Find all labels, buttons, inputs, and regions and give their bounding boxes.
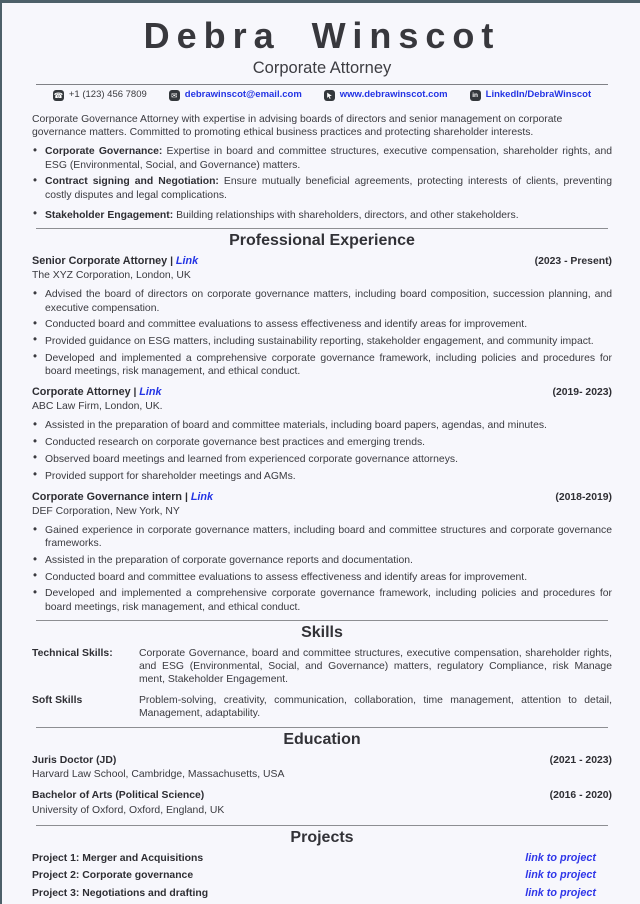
experience-section: [32, 255, 612, 614]
education-dates: (2016 - 2020): [549, 790, 612, 802]
job-entry-senior-corporate-attorney: [32, 255, 612, 378]
header-divider: [36, 84, 608, 85]
job-bullet: • Gained experience in corporate governance matters, including board and committee structures and corporate governance frameworks.: [32, 524, 612, 550]
job-title-line: [32, 255, 198, 268]
job-bullet: • Conducted board and committee evaluations to assess effectiveness and identify areas for improvement.: [32, 318, 612, 331]
job-bullet: • Provided support for shareholder meetings and AGMs.: [32, 470, 612, 483]
job-title: Senior Corporate Attorney: [32, 254, 168, 267]
job-bullets: [32, 524, 612, 614]
section-divider: [36, 825, 608, 826]
summary-section: [32, 113, 612, 222]
skills-label: Soft Skills: [32, 694, 83, 706]
email-link[interactable]: debrawinscot@email.com: [184, 89, 302, 100]
project-link[interactable]: link to project: [525, 851, 596, 864]
job-title: Corporate Governance intern: [32, 490, 185, 503]
summary-bullet-lead: Contract signing and Negotiation:: [45, 176, 219, 188]
project-label: Project 2: Corporate governance: [32, 870, 194, 882]
job-link[interactable]: Link: [175, 254, 199, 267]
job-bullet: • Provided guidance on ESG matters, including sustainability reporting, stakeholder engagement, and community impact.: [32, 335, 612, 348]
education-head: [32, 789, 612, 802]
job-title: Corporate Attorney: [32, 386, 131, 399]
skills-heading: Skills: [301, 623, 343, 641]
summary-bullet-text: Building relationships with shareholders, directors, and other stakeholders.: [176, 209, 519, 221]
summary-bullet-lead: Corporate Governance:: [45, 146, 163, 158]
degree-name: Juris Doctor (JD): [32, 754, 117, 766]
project-label: Project 3: Negotiations and drafting: [32, 888, 209, 900]
summary-bullet: [32, 175, 612, 201]
candidate-title: Corporate Attorney: [252, 59, 392, 77]
contact-bar: [32, 89, 612, 101]
title-link-separator: |: [170, 255, 173, 267]
linkedin-icon: in: [470, 90, 481, 101]
project-row: [32, 869, 612, 882]
skills-row-technical: [32, 647, 612, 687]
education-school: Harvard Law School, Cambridge, Massachusetts, USA: [32, 769, 285, 781]
job-entry-corporate-governance-intern: [32, 491, 612, 614]
project-link[interactable]: link to project: [525, 869, 596, 882]
job-bullet: • Observed board meetings and learned from experienced corporate governance attorneys.: [32, 453, 612, 466]
section-divider: [36, 620, 608, 621]
contact-linkedin: [470, 89, 591, 101]
skills-label: Technical Skills:: [32, 647, 113, 659]
summary-bullet: [32, 209, 612, 222]
project-row: [32, 887, 612, 900]
job-bullet: • Developed and implemented a comprehensive corporate governance framework, including policies and procedures for board meetings, risk management, and ethical conduct.: [32, 587, 612, 613]
job-company: DEF Corporation, New York, NY: [32, 505, 180, 517]
summary-bullets: [32, 145, 612, 222]
job-bullet: • Advised the board of directors on corporate governance matters, including board composition, succession planning, and executive compensation.: [32, 288, 612, 314]
cursor-icon: [324, 90, 335, 101]
project-row: [32, 852, 612, 865]
skills-text: Problem-solving, creativity, communication, collaboration, time management, attention to detail, Management, adaptability.: [139, 694, 612, 719]
phone-number: +1 (123) 456 7809: [68, 89, 147, 100]
job-dates: (2019- 2023): [552, 387, 612, 399]
education-school: University of Oxford, Oxford, England, UK: [32, 804, 225, 816]
summary-bullet-lead: Stakeholder Engagement:: [45, 209, 174, 221]
job-dates: (2018-2019): [555, 491, 612, 503]
skills-row-soft: [32, 694, 612, 720]
job-company: The XYZ Corporation, London, UK: [32, 270, 191, 282]
experience-heading: Professional Experience: [229, 231, 415, 249]
contact-email: [169, 89, 302, 101]
job-bullets: [32, 419, 612, 482]
linkedin-link[interactable]: LinkedIn/DebraWinscot: [485, 89, 592, 100]
job-bullet: • Conducted board and committee evaluations to assess effectiveness and identify areas for improvement.: [32, 571, 612, 584]
job-link[interactable]: Link: [190, 490, 214, 503]
education-entry-jd: [32, 754, 612, 781]
section-divider: [36, 228, 608, 229]
skills-text: Corporate Governance, board and committee structures, executive compensation, shareholder rights, and ESG (Environmental, Social, and Governance) matters, regulatory Compliance, risk Manage ment, Stakeholder Engagement.: [139, 647, 612, 686]
job-bullet: • Developed and implemented a comprehensive corporate governance framework, including policies and procedures for board meetings, risk management, and ethical conduct.: [32, 352, 612, 378]
section-divider: [36, 727, 608, 728]
title-link-separator: |: [133, 387, 137, 399]
summary-bullet-text: Ensure mutually beneficial agreements, protecting interests of clients, preventing costly disputes and legal complications.: [45, 176, 612, 201]
project-label: Project 1: Merger and Acquisitions: [32, 852, 204, 864]
job-title-line: [32, 386, 162, 399]
projects-section: [32, 852, 612, 901]
title-link-separator: |: [185, 491, 188, 503]
summary-bullet: [32, 145, 612, 171]
skills-section: [32, 647, 612, 720]
job-link[interactable]: Link: [139, 386, 162, 399]
candidate-name: Debra Winscot: [143, 15, 501, 56]
summary-intro: Corporate Governance Attorney with expertise in advising boards of directors and senior management on corporate governance matters. Committed to promoting ethical business practices and protecting shareholder interests.: [32, 114, 563, 139]
degree-name: Bachelor of Arts (Political Science): [32, 790, 205, 802]
job-head: [32, 386, 612, 399]
projects-heading: Projects: [290, 828, 354, 846]
project-link[interactable]: link to project: [525, 887, 596, 900]
job-entry-corporate-attorney: [32, 386, 612, 483]
job-dates: (2023 - Present): [534, 255, 612, 267]
education-section: [32, 754, 612, 817]
job-company: ABC Law Firm, London, UK.: [32, 401, 163, 413]
envelope-icon: ✉: [169, 90, 180, 101]
job-head: [32, 491, 612, 504]
education-head: [32, 754, 612, 767]
job-title-line: [32, 491, 213, 504]
job-bullets: [32, 288, 612, 378]
job-bullet: • Assisted in the preparation of board and committee materials, including board papers, agendas, and minutes.: [32, 419, 612, 432]
job-head: [32, 255, 612, 268]
job-bullet: • Conducted research on corporate governance best practices and emerging trends.: [32, 436, 612, 449]
job-bullet: • Assisted in the preparation of corporate governance reports and documentation.: [32, 554, 612, 567]
contact-website: [324, 89, 448, 101]
education-heading: Education: [283, 730, 361, 748]
summary-bullet-text: Expertise in board and committee structures, executive compensation, shareholder rights, and ESG (Environmental, Social, and Governance) matters.: [45, 146, 613, 171]
website-link[interactable]: www.debrawinscot.com: [339, 89, 448, 100]
education-entry-ba: [32, 789, 612, 816]
education-dates: (2021 - 2023): [549, 754, 612, 766]
phone-icon: ☎: [53, 90, 64, 100]
contact-phone: [53, 89, 147, 101]
